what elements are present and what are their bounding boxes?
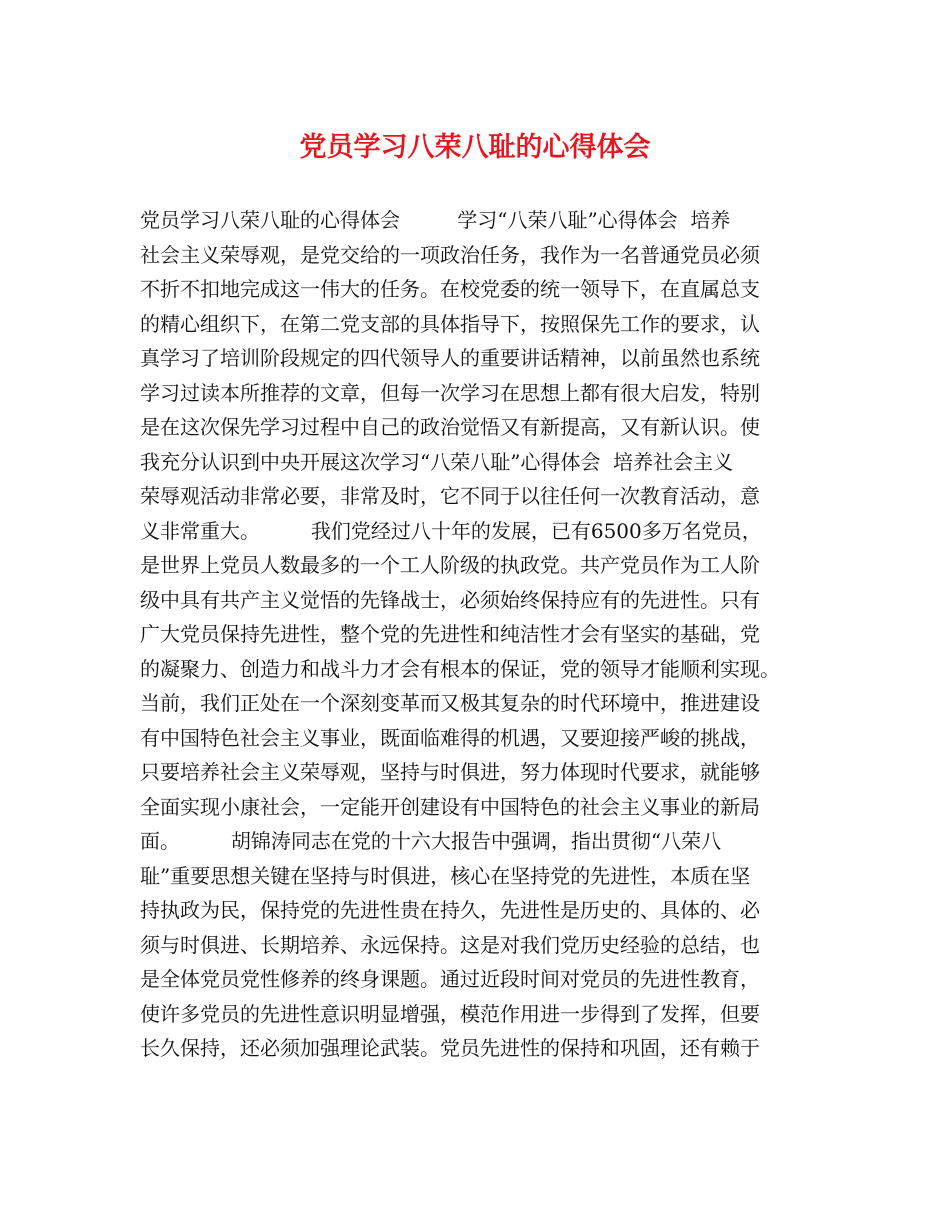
body-line: 党员学习八荣八耻的心得体会 学习“八荣八耻”心得体会 培养 xyxy=(140,208,731,232)
body-line: 使许多党员的先进性意识明显增强，模范作用进一步得到了发挥，但要 xyxy=(140,1001,760,1026)
body-line: 广大党员保持先进性，整个党的先进性和纯洁性才会有坚实的基础，党 xyxy=(140,622,760,646)
body-line: 当前，我们正处在一个深刻变革而又极其复杂的时代环境中，推进建设 xyxy=(140,691,760,715)
body-line: 全面实现小康社会，一定能开创建设有中国特色的社会主义事业的新局 xyxy=(140,794,760,819)
body-line: 社会主义荣辱观，是党交给的一项政治任务，我作为一名普通党员必须 xyxy=(140,242,760,267)
body-line: 面。 胡锦涛同志在党的十六大报告中强调，指出贯彻“八荣八 xyxy=(140,829,722,853)
body-line: 我充分认识到中央开展这次学习“八荣八耻”心得体会 培养社会主义 xyxy=(140,449,734,474)
body-line: 只要培养社会主义荣辱观，坚持与时俱进，努力体现时代要求，就能够 xyxy=(140,760,760,784)
body-line: 的精心组织下，在第二党支部的具体指导下，按照保先工作的要求，认 xyxy=(140,311,760,336)
body-line: 是世界上党员人数最多的一个工人阶级的执政党。共产党员作为工人阶 xyxy=(140,553,760,577)
body-line: 须与时俱进、长期培养、永远保持。这是对我们党历史经验的总结，也 xyxy=(140,932,760,957)
body-line: 学习过读本所推荐的文章，但每一次学习在思想上都有很大启发，特别 xyxy=(140,380,760,405)
body-line: 长久保持，还必须加强理论武装。党员先进性的保持和巩固，还有赖于 xyxy=(140,1036,760,1060)
body-line: 持执政为民，保持党的先进性贵在持久，先进性是历史的、具体的、必 xyxy=(140,898,760,922)
body-line: 荣辱观活动非常必要，非常及时，它不同于以往任何一次教育活动，意 xyxy=(140,484,760,508)
body-line: 真学习了培训阶段规定的四代领导人的重要讲话精神，以前虽然也系统 xyxy=(140,346,760,370)
body-line: 有中国特色社会主义事业，既面临难得的机遇，又要迎接严峻的挑战， xyxy=(140,725,760,750)
body-line: 耻”重要思想关键在坚持与时俱进，核心在坚持党的先进性，本质在坚 xyxy=(140,863,751,888)
document-body xyxy=(140,203,830,1066)
body-line: 是在这次保先学习过程中自己的政治觉悟又有新提高，又有新认识。使 xyxy=(140,415,760,439)
body-line: 义非常重大。 我们党经过八十年的发展，已有6500多万名党员， xyxy=(140,518,762,543)
body-line: 是全体党员党性修养的终身课题。通过近段时间对党员的先进性教育， xyxy=(140,967,760,991)
document-title: 党员学习八荣八耻的心得体会 xyxy=(299,132,651,163)
body-line: 不折不扣地完成这一伟大的任务。在校党委的统一领导下，在直属总支 xyxy=(140,277,760,301)
body-line: 的凝聚力、创造力和战斗力才会有根本的保证，党的领导才能顺利实现。 xyxy=(140,656,780,681)
body-line: 级中具有共产主义觉悟的先锋战士，必须始终保持应有的先进性。只有 xyxy=(140,587,760,612)
